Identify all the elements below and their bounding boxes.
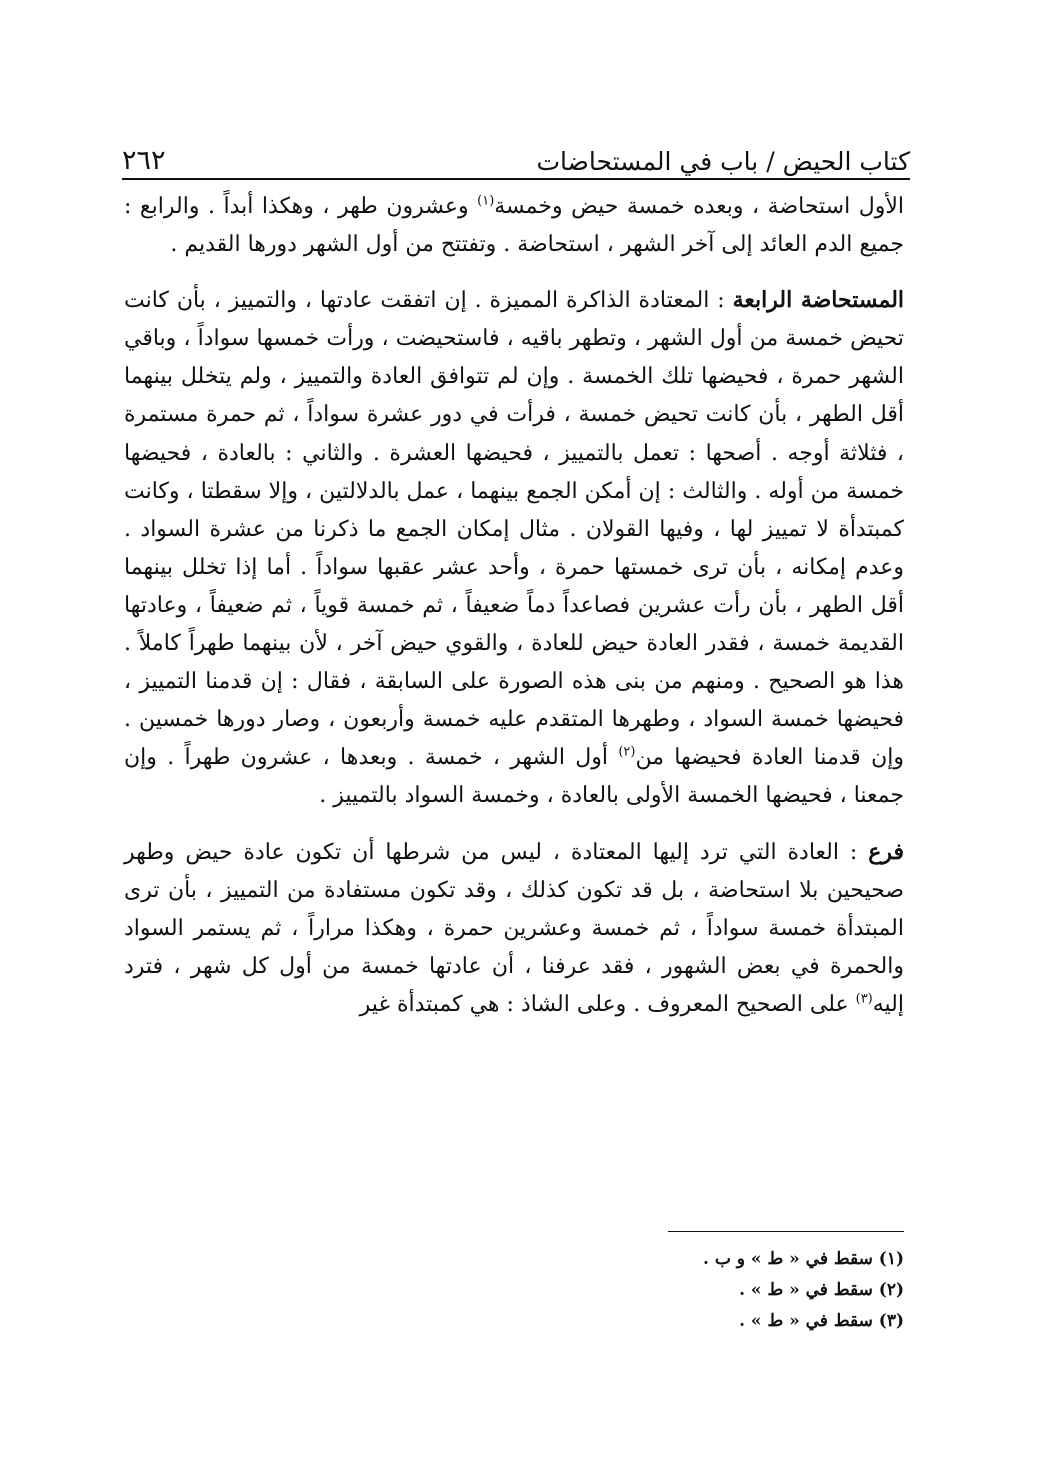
section-heading-fourth-mustahada: المستحاضة الرابعة	[732, 287, 905, 314]
footnote-ref-3: (٣)	[855, 991, 873, 1007]
running-title: كتاب الحيض / باب في المستحاضات	[536, 147, 910, 176]
paragraph-2	[124, 281, 904, 815]
paragraph-1-text-b: وعشرون طهر ، وهكذا أبداً . والرابع : جميع الدم العائد إلى آخر الشهر ، استحاضة . وتفتتح من أول الشهر دورها القديم .	[124, 194, 904, 258]
paragraph-2-text-b: أول الشهر ، خمسة . وبعدها ، عشرون طهراً . وإن جمعنا ، فحيضها الخمسة الأولى بالعادة ، وخمسة السواد بالتمييز .	[124, 745, 904, 809]
paragraph-3-text-a: : العادة التي ترد إليها المعتادة ، ليس من شرطها أن تكون عادة حيض وطهر صحيحين بلا استحاضة ، بل قد تكون كذلك ، وقد تكون مستفادة من التمييز ، بأن ترى المبتدأة خمسة سواداً ، ثم خمسة وعشرين حمرة ، وهكذا مراراً ، ثم يستمر السواد والحمرة في بعض الشهور ، فقد عرفنا ، أن عادتها خمسة من أول كل شهر ، فترد إليه	[124, 839, 904, 1017]
paragraph-3	[124, 833, 904, 1024]
footnote-rule	[668, 1231, 904, 1232]
paragraph-3-text-b: على الصحيح المعروف . وعلى الشاذ : هي كمبتدأة غير	[359, 991, 856, 1017]
page-header	[122, 128, 910, 176]
page-number: ٢٦٢	[122, 145, 166, 176]
footnote-1: (١) سقط في « ط » و ب .	[703, 1249, 904, 1269]
footnotes	[544, 1244, 904, 1337]
paragraph-1-text-a: الأول استحاضة ، وبعده خمسة حيض وخمسة	[494, 194, 904, 219]
main-text	[124, 188, 904, 1024]
footnote-3: (٣) سقط في « ط » .	[739, 1311, 904, 1331]
paragraph-2-text-a: : المعتادة الذاكرة المميزة . إن اتفقت عادتها ، والتمييز ، بأن كانت تحيض خمسة من أول الشهر ، وتطهر باقيه ، فاستحيضت ، ورأت خمسها سواداً ، وباقي الشهر حمرة ، فحيضها تلك الخمسة . وإن لم تتوافق العادة والتمييز ، ولم يتخلل بينهما أقل الطهر ، بأن كانت تحيض خمسة ، فرأت في دور عشرة سواداً ، ثم حمرة مستمرة ، فثلاثة أوجه . أصحها : تعمل بالتمييز ، فحيضها العشرة . والثاني : بالعادة ، فحيضها خمسة من أوله . والثالث : إن أمكن الجمع بينهما ، عمل بالدلالتين ، وإلا سقطتا ، وكانت كمبتدأة لا تمييز لها ، وفيها القولان . مثال إمكان الجمع ما ذكرنا من عشرة السواد . وعدم إمكانه ، بأن ترى خمستها حمرة ، وأحد عشر عقبها سواداً . أما إذا تخلل بينهما أقل الطهر ، بأن رأت عشرين فصاعداً دماً ضعيفاً ، ثم خمسة قوياً ، ثم ضعيفاً ، وعادتها القديمة خمسة ، فقدر العادة حيض للعادة ، والقوي حيض آخر ، لأن بينهما طهراً كاملاً . هذا هو الصحيح . ومنهم من بنى هذه الصورة على السابقة ، فقال : إن قدمنا التمييز ، فحيضها خمسة السواد ، وطهرها المتقدم عليه خمسة وأربعون ، وصار دورها خمسين . وإن قدمنا العادة فحيضها من	[124, 288, 904, 771]
footnote-2: (٢) سقط في « ط » .	[739, 1280, 904, 1300]
header-rule	[122, 178, 910, 180]
footnote-ref-2: (٢)	[618, 744, 636, 760]
section-heading-far: فرع	[868, 838, 904, 865]
footnote-ref-1: (١)	[477, 193, 495, 209]
paragraph-1	[124, 188, 904, 264]
